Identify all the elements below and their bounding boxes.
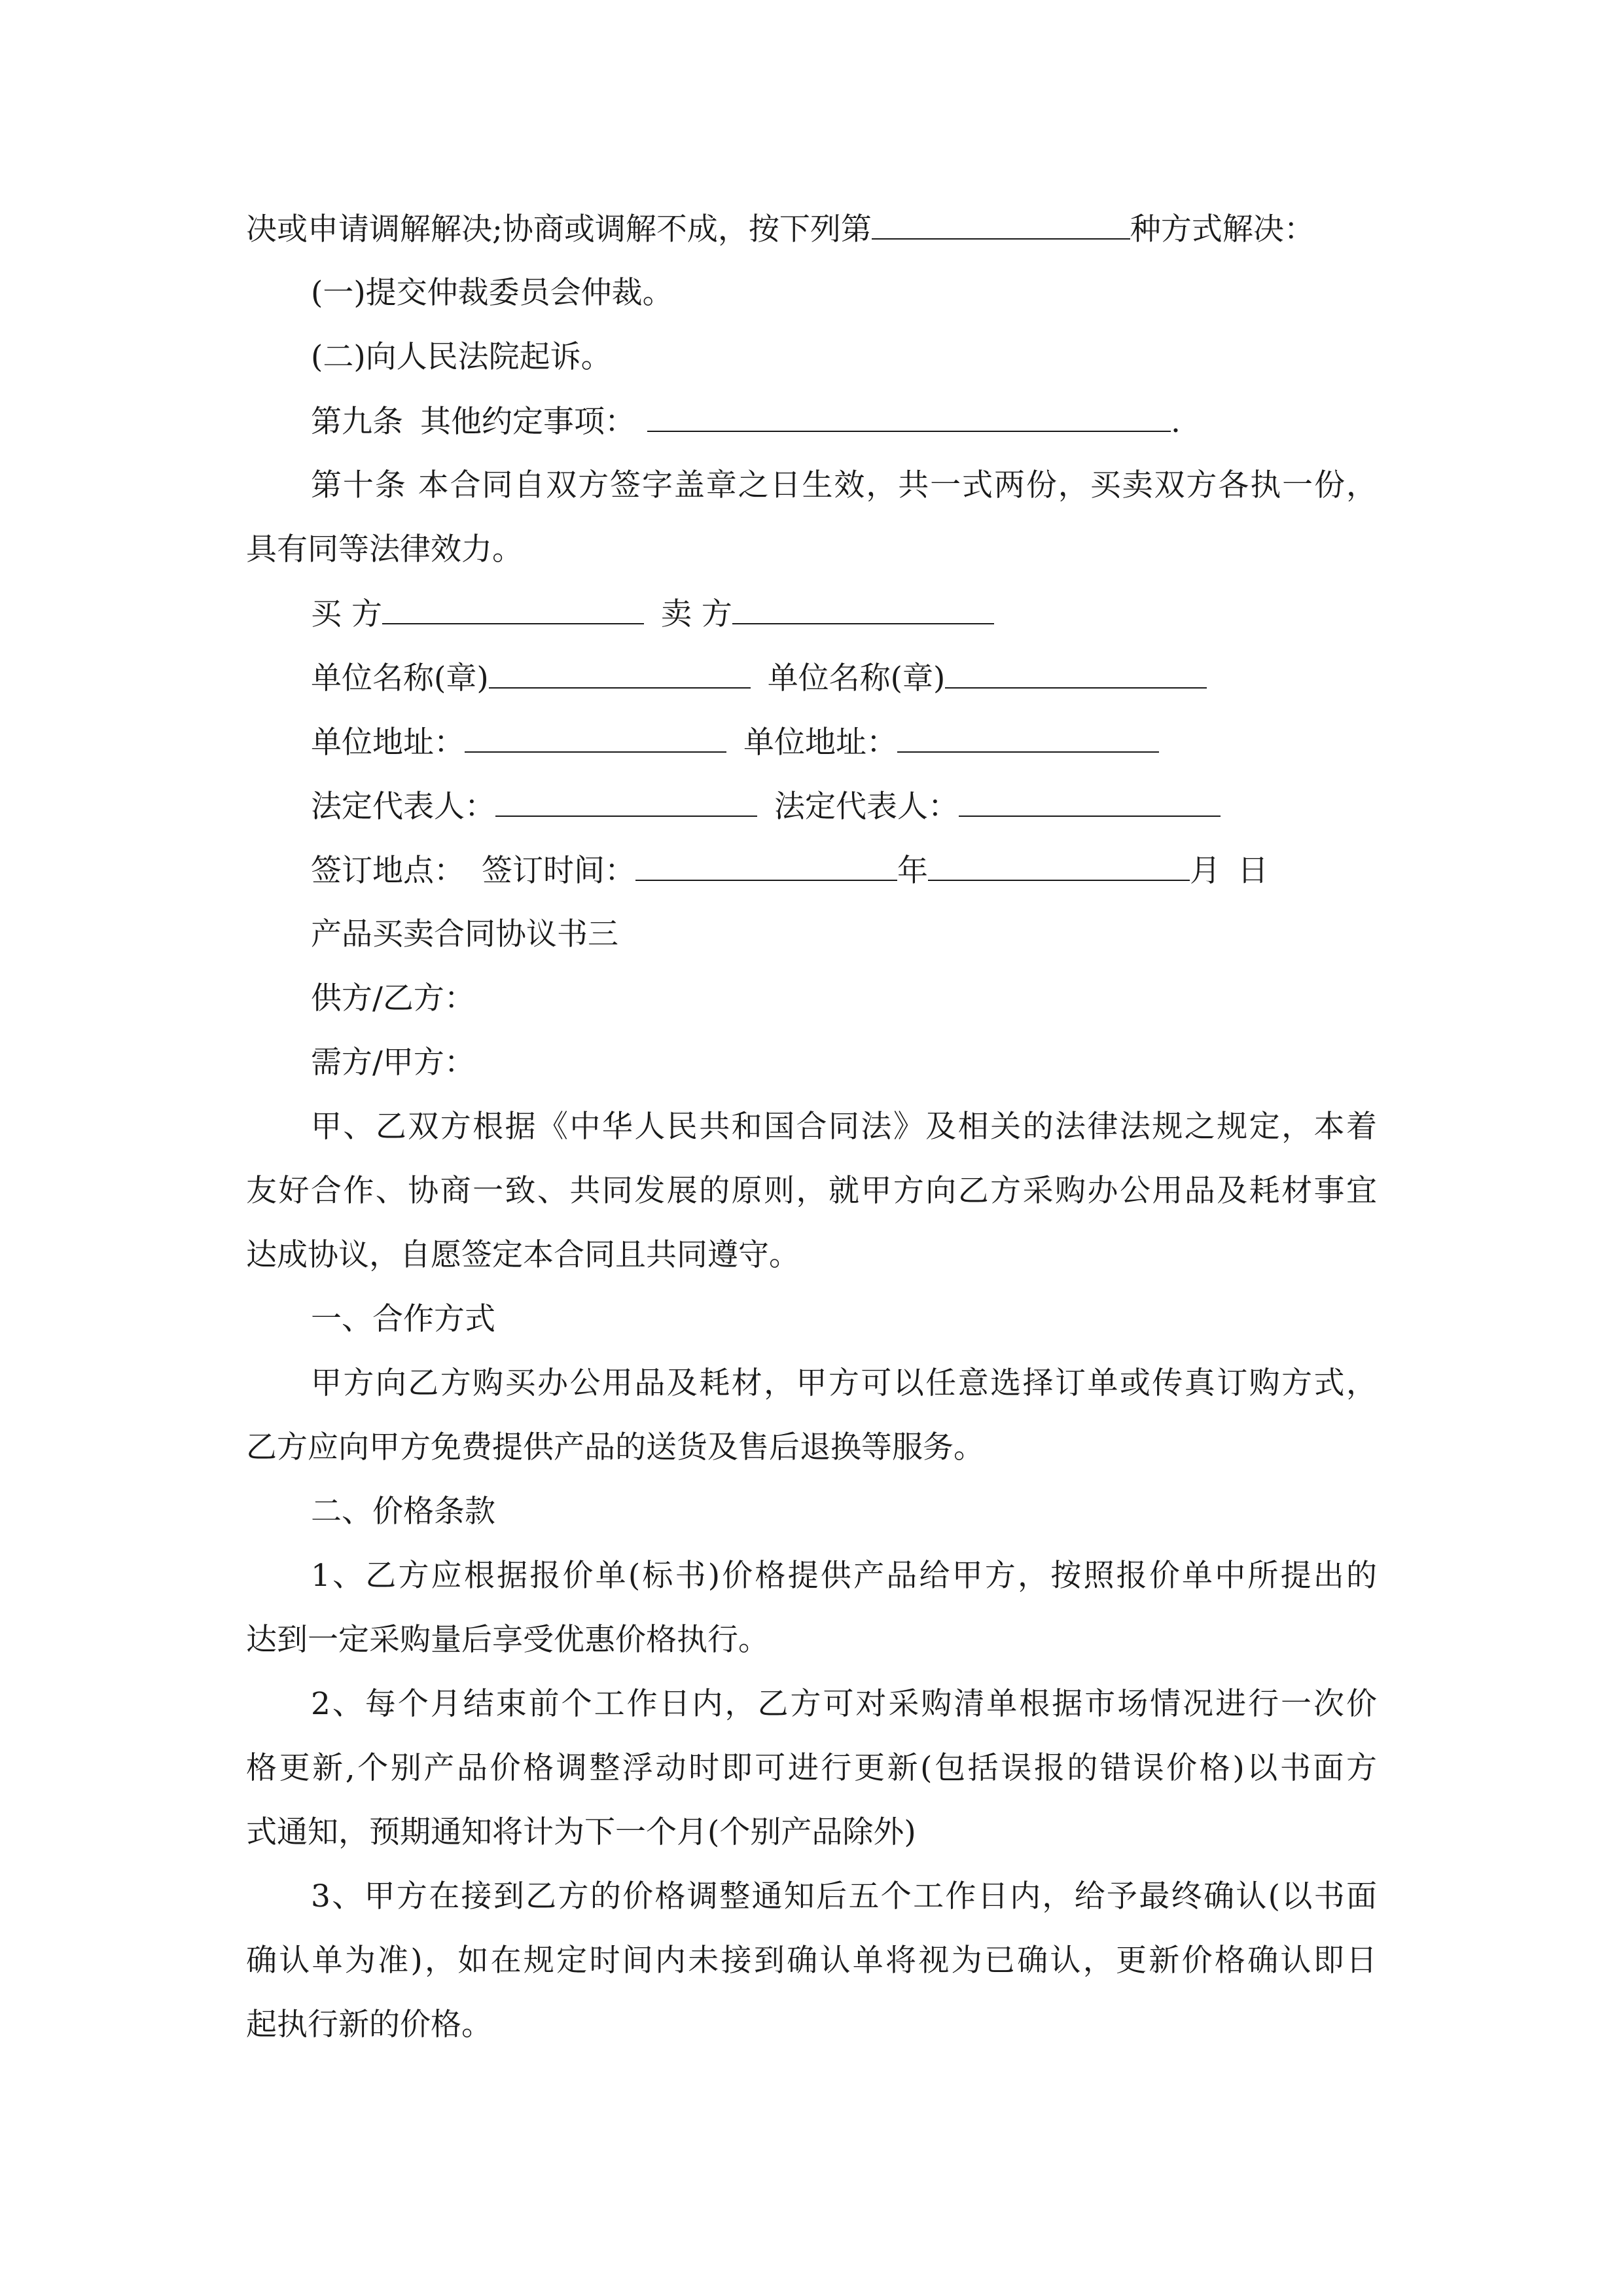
blank-field [959, 787, 1221, 817]
text-line: 达到一定采购量后享受优惠价格执行。 [246, 1622, 769, 1658]
text-line: 友好合作、协商一致、共同发展的原则，就甲方向乙方采购办公用品及耗材事宜 [246, 1173, 1377, 1209]
text-line: 乙方应向甲方免费提供产品的送货及售后退换等服务。 [246, 1429, 984, 1465]
text-line: (二)向人民法院起诉。 [311, 339, 612, 375]
blank-field [635, 851, 897, 881]
text-line: 第十条 本合同自双方签字盖章之日生效，共一式两份，买卖双方各执一份， [311, 467, 1377, 503]
text-line: 具有同等法律效力。 [246, 531, 523, 567]
blank-field [945, 658, 1207, 689]
section-title: 产品买卖合同协议书三 [311, 916, 618, 952]
text-line: 甲、乙双方根据《中华人民共和国合同法》及相关的法律法规之规定，本着 [311, 1109, 1377, 1145]
text-line: 达成协议，自愿签定本合同且共同遵守。 [246, 1237, 800, 1273]
text-line: 式通知，预期通知将计为下一个月(个别产品除外) [246, 1814, 916, 1850]
text-line: 确认单为准)，如在规定时间内未接到确认单将视为已确认，更新价格确认即日 [246, 1943, 1377, 1979]
text-line: 1、乙方应根据报价单(标书)价格提供产品给甲方，按照报价单中所提出的 [311, 1558, 1377, 1594]
text-line: 格更新,个别产品价格调整浮动时即可进行更新(包括误报的错误价格)以书面方 [246, 1750, 1377, 1786]
text-line: 甲方向乙方购买办公用品及耗材，甲方可以任意选择订单或传真订购方式， [311, 1365, 1377, 1401]
blank-field [732, 594, 994, 624]
text-line: 3、甲方在接到乙方的价格调整通知后五个工作日内，给予最终确认(以书面 [311, 1878, 1377, 1914]
blank-field [489, 658, 751, 689]
text-line: 决或申请调解解决;协商或调解不成，按下列第 种方式解决： [246, 209, 1315, 249]
section-title: 一、合作方式 [311, 1301, 495, 1337]
blank-field [495, 787, 757, 817]
blank-field [872, 209, 1130, 240]
text-line: 买 方 卖 方 [311, 594, 994, 634]
blank-field [465, 723, 726, 753]
text-line: 法定代表人： 法定代表人： [311, 787, 1221, 826]
blank-field [382, 594, 644, 624]
text-line: 需方/甲方： [311, 1045, 475, 1081]
text-line: 单位名称(章) 单位名称(章) [311, 658, 1207, 698]
section-title: 二、价格条款 [311, 1494, 495, 1530]
text-line: 单位地址： 单位地址： [311, 723, 1159, 762]
blank-field [897, 723, 1159, 753]
text-line: 起执行新的价格。 [246, 2007, 492, 2043]
text-line: 供方/乙方： [311, 980, 475, 1016]
text-line: (一)提交仲裁委员会仲裁。 [311, 275, 673, 311]
text-line: 2、每个月结束前个工作日内，乙方可对采购清单根据市场情况进行一次价 [311, 1686, 1377, 1722]
text-line: 签订地点： 签订时间： 年 月 日 [311, 851, 1268, 890]
text-line: 第九条 其他约定事项： . [311, 402, 1181, 441]
blank-field [928, 851, 1190, 881]
blank-field [647, 402, 1171, 432]
